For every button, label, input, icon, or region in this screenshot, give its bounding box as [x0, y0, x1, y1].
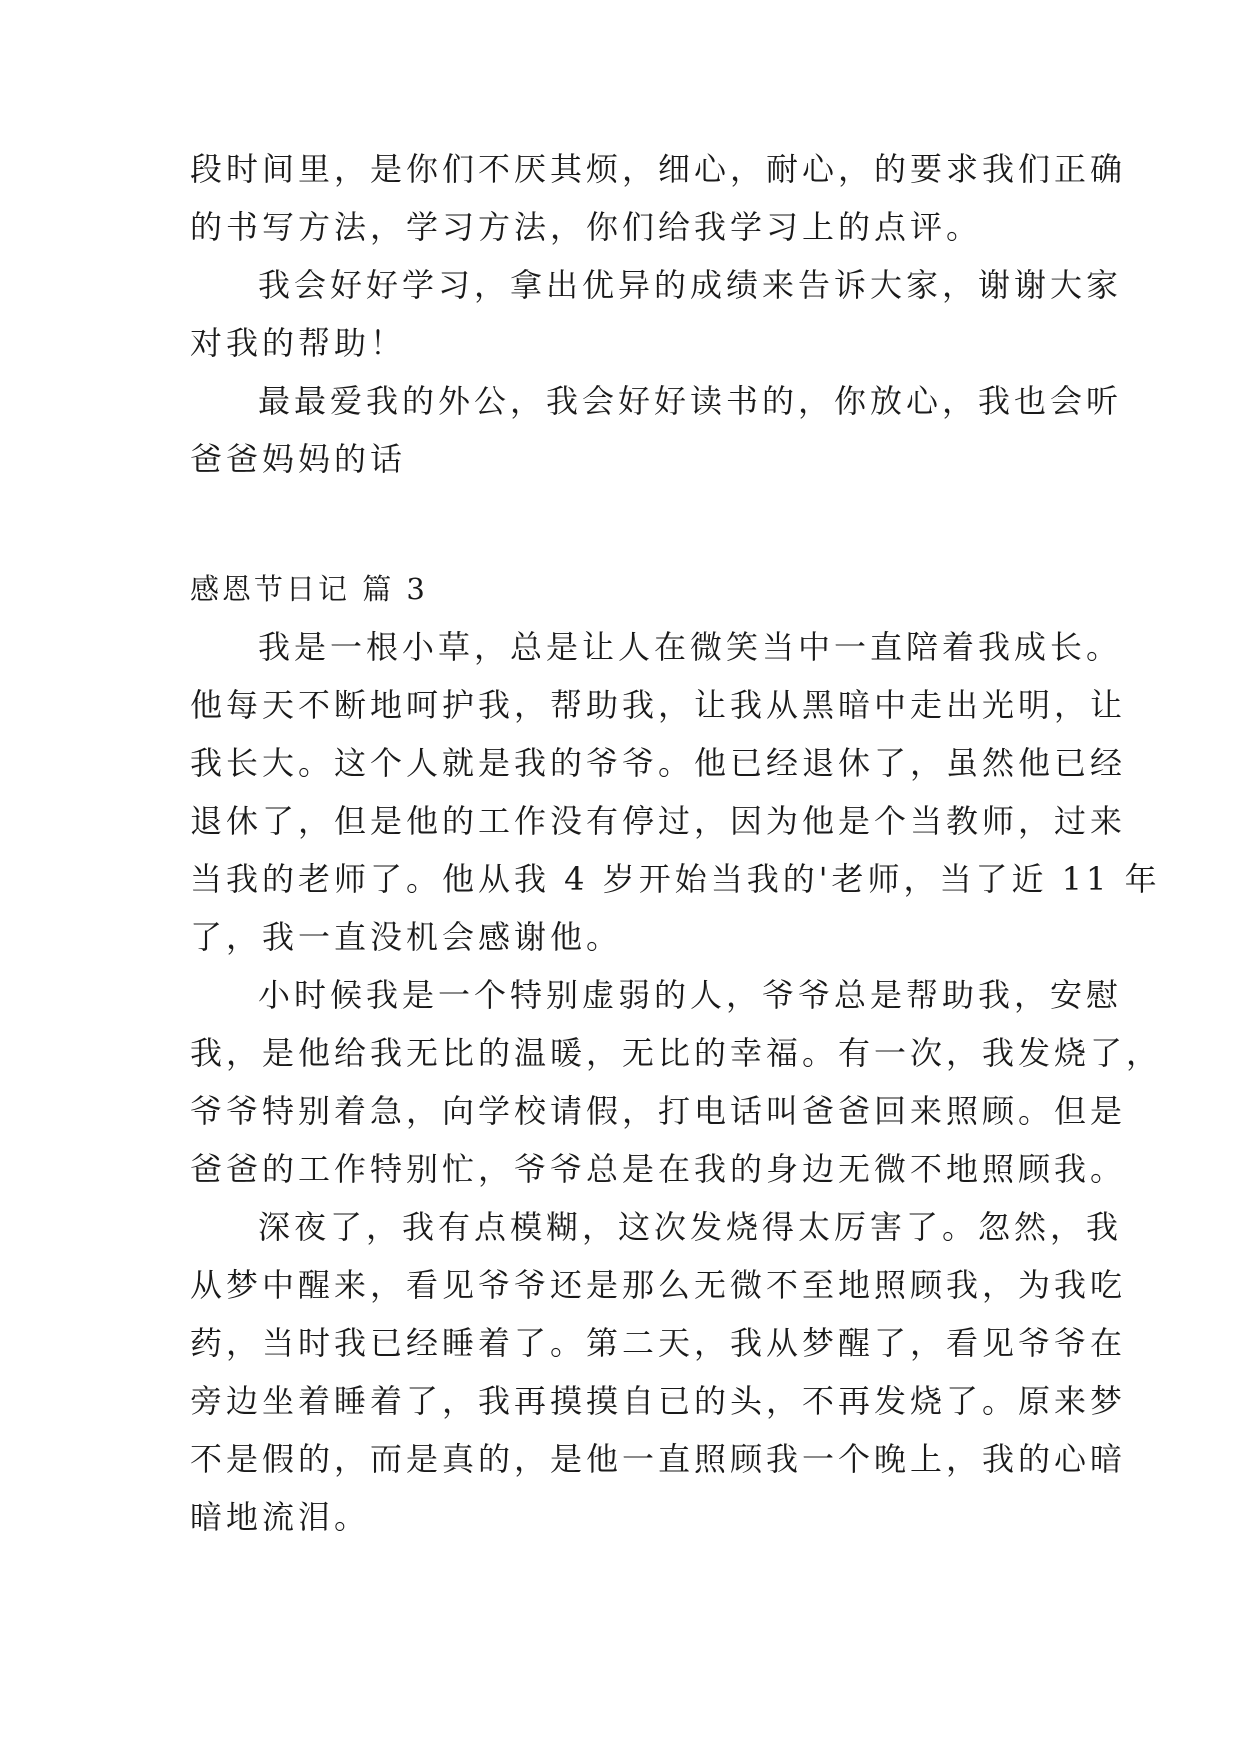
text-line: 旁边坐着睡着了，我再摸摸自已的头，不再发烧了。原来梦	[190, 1382, 1127, 1420]
paragraph-start-line: 深夜了，我有点模糊，这次发烧得太厉害了。忽然，我	[258, 1208, 1123, 1246]
section-b-text	[190, 560, 1163, 1546]
text-line: 对我的帮助！	[190, 324, 407, 362]
text-line: 爸爸的工作特别忙，爷爷总是在我的身边无微不地照顾我。	[190, 1150, 1127, 1188]
text-line: 从梦中醒来，看见爷爷还是那么无微不至地照顾我，为我吃	[190, 1266, 1127, 1304]
text-line: 爸爸妈妈的话	[190, 440, 407, 478]
paragraph-start-line: 小时候我是一个特别虚弱的人，爷爷总是帮助我，安慰	[258, 976, 1123, 1014]
text-line: 我，是他给我无比的温暖，无比的幸福。有一次，我发烧了，	[190, 1034, 1163, 1072]
paragraph-start-line: 我是一根小草，总是让人在微笑当中一直陪着我成长。	[258, 628, 1123, 666]
text-line: 药，当时我已经睡着了。第二天，我从梦醒了，看见爷爷在	[190, 1324, 1127, 1362]
text-line: 不是假的，而是真的，是他一直照顾我一个晚上，我的心暗	[190, 1440, 1127, 1478]
paragraph-start-line: 我会好好学习，拿出优异的成绩来告诉大家，谢谢大家	[258, 266, 1123, 304]
text-line: 爷爷特别着急，向学校请假，打电话叫爸爸回来照顾。但是	[190, 1092, 1127, 1130]
text-line: 的书写方法，学习方法，你们给我学习上的点评。	[190, 208, 983, 246]
text-line: 了，我一直没机会感谢他。	[190, 918, 623, 956]
paragraph-start-line: 最最爱我的外公，我会好好读书的，你放心，我也会听	[258, 382, 1123, 420]
text-line: 段时间里，是你们不厌其烦，细心，耐心，的要求我们正确	[190, 150, 1127, 188]
text-line: 当我的老师了。他从我 4 岁开始当我的'老师，当了近 11 年	[190, 860, 1161, 898]
text-line: 他每天不断地呵护我，帮助我，让我从黑暗中走出光明，让	[190, 686, 1127, 724]
section-heading: 感恩节日记 篇 3	[190, 572, 428, 606]
section-a-text	[190, 140, 1127, 488]
text-line: 暗地流泪。	[190, 1498, 371, 1536]
text-line: 我长大。这个人就是我的爷爷。他已经退休了，虽然他已经	[190, 744, 1127, 782]
text-line: 退休了，但是他的工作没有停过，因为他是个当教师，过来	[190, 802, 1127, 840]
